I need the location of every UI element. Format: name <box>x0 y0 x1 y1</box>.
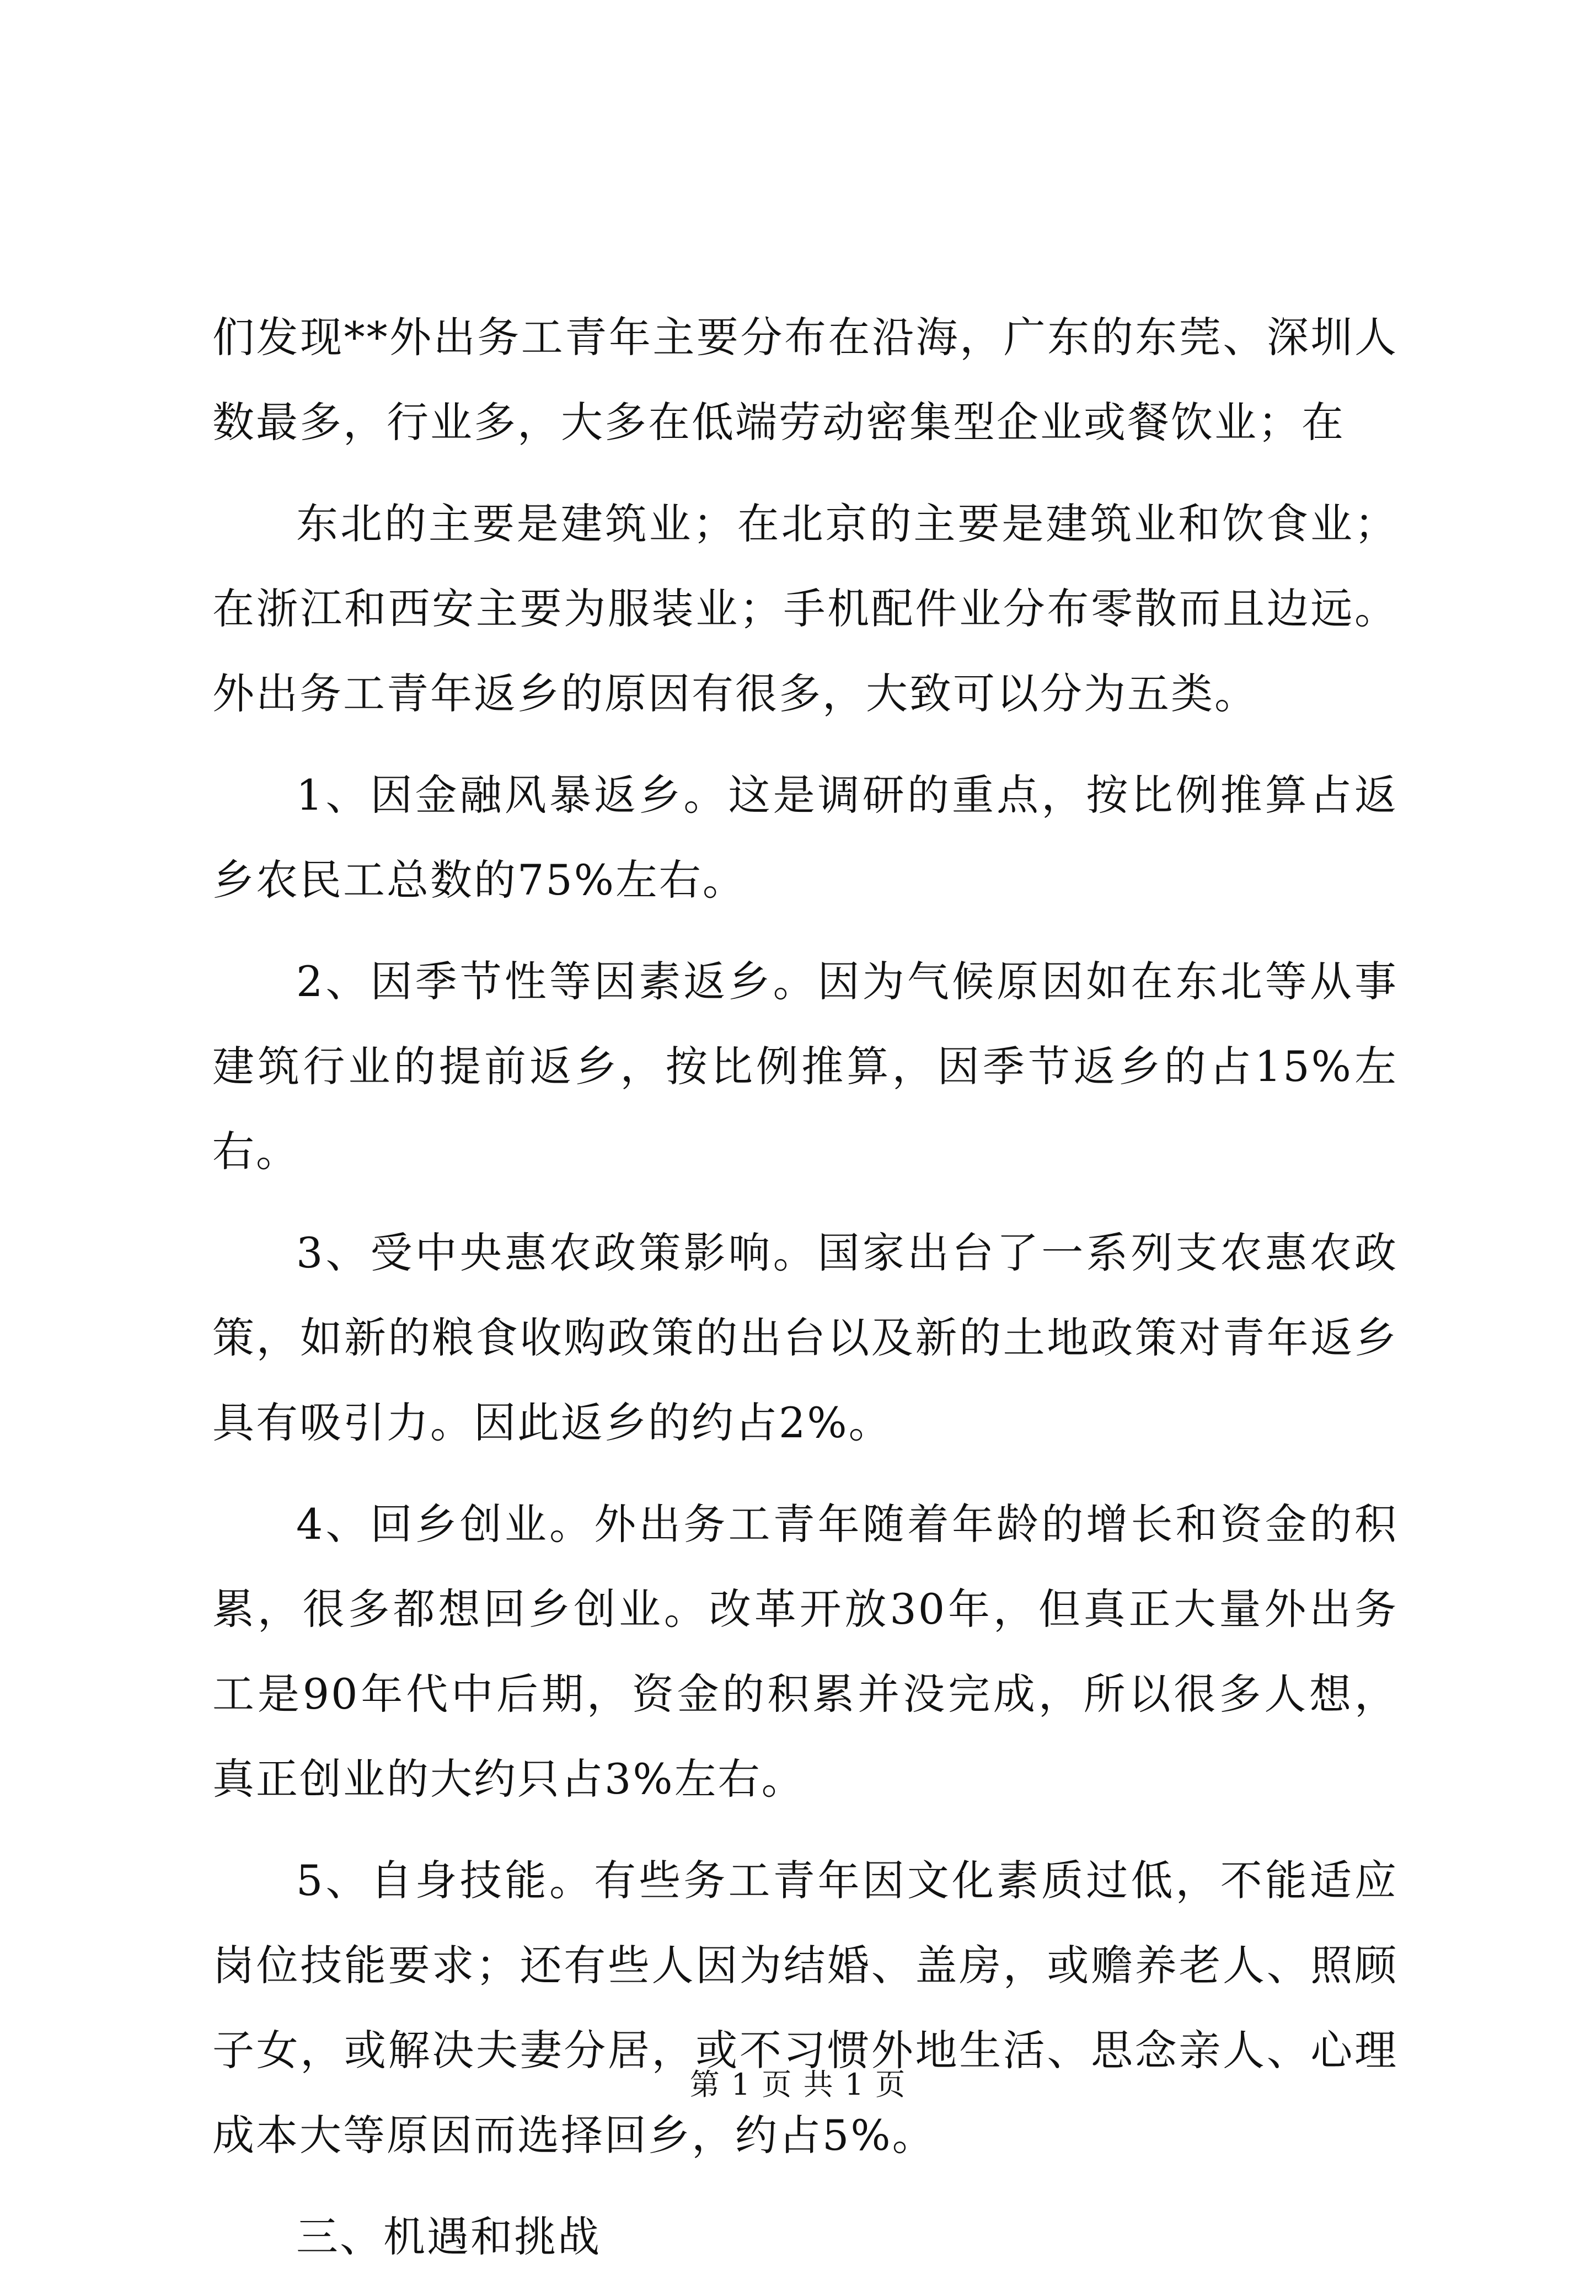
paragraph-reason-4: 4、回乡创业。外出务工青年随着年龄的增长和资金的积累，很多都想回乡创业。改革开放30年，但真正大量外出务工是90年代中后期，资金的积累并没完成，所以很多人想，真正创业的大约只占3%左右。 <box>212 1500 1398 1803</box>
paragraph-regional-industries: 东北的主要是建筑业；在北京的主要是建筑业和饮食业；在浙江和西安主要为服装业；手机配件业分布零散而且边远。外出务工青年返乡的原因有很多，大致可以分为五类。 <box>212 499 1398 718</box>
paragraph-continued: 们发现**外出务工青年主要分布在沿海，广东的东莞、深圳人数最多，行业多，大多在低端劳动密集型企业或餐饮业；在 <box>212 313 1398 447</box>
paragraph-reason-3: 3、受中央惠农政策影响。国家出台了一系列支农惠农政策，如新的粮食收购政策的出台以及新的土地政策对青年返乡具有吸引力。因此返乡的约占2%。 <box>212 1228 1398 1447</box>
page-footer: 第 1 页 共 1 页 <box>689 2067 907 2102</box>
section-heading: 三、机遇和挑战 <box>296 2212 601 2261</box>
document-body <box>212 295 1398 2296</box>
paragraph-reason-5: 5、自身技能。有些务工青年因文化素质过低，不能适应岗位技能要求；还有些人因为结婚、盖房，或赡养老人、照顾子女，或解决夫妻分居，或不习惯外地生活、思念亲人、心理成本大等原因而选择回乡，约占5%。 <box>212 1856 1398 2160</box>
paragraph-reason-2: 2、因季节性等因素返乡。因为气候原因如在东北等从事建筑行业的提前返乡，按比例推算，因季节返乡的占15%左右。 <box>212 957 1398 1176</box>
paragraph-reason-1: 1、因金融风暴返乡。这是调研的重点，按比例推算占返乡农民工总数的75%左右。 <box>212 770 1398 905</box>
